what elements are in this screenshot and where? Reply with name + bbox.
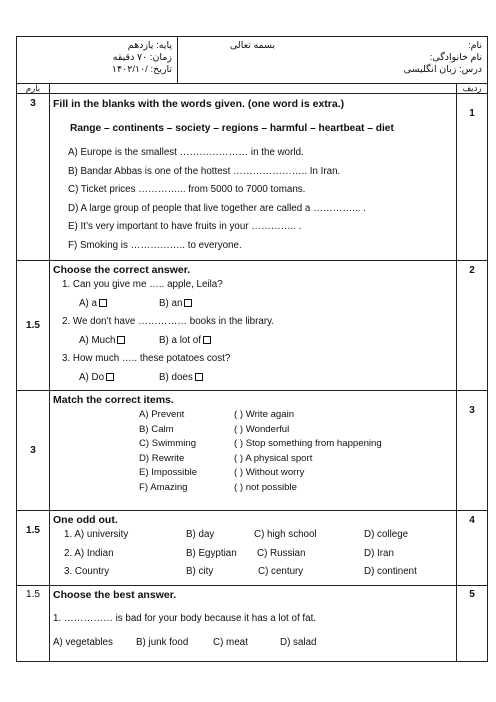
checkbox-icon[interactable] bbox=[184, 299, 192, 307]
option-a[interactable]: A) Much bbox=[79, 334, 116, 346]
blank-item: C) Ticket prices …………... from 5000 to 7000 tomans. bbox=[68, 184, 306, 195]
blank-item: B) Bandar Abbas is one of the hottest ………………….. In Iran. bbox=[68, 165, 341, 177]
family-label: نام خانوادگی: bbox=[429, 52, 483, 63]
time-label: زمان: ۷۰ دقیقه bbox=[112, 52, 172, 63]
odd-option[interactable]: C) high school bbox=[254, 529, 317, 540]
name-label: نام: bbox=[467, 40, 483, 51]
match-left-item: D) Rewrite bbox=[139, 452, 185, 464]
date-label: تاریخ: /۱۴۰۲/۱۰ bbox=[111, 64, 172, 75]
row-column-header: ردیف bbox=[457, 84, 488, 94]
match-left-item: B) Calm bbox=[139, 423, 174, 435]
blank-item: E) It’s very important to have fruits in your ………….. . bbox=[68, 221, 302, 232]
question-title: One odd out. bbox=[53, 514, 118, 526]
odd-option[interactable]: B) Egyptian bbox=[186, 547, 237, 559]
match-right-item[interactable]: ( ) A physical sport bbox=[234, 452, 313, 464]
question-score: 1.5 bbox=[17, 511, 50, 586]
mc-question: 2. We don’t have …………… books in the library. bbox=[62, 316, 274, 327]
odd-option[interactable]: B) day bbox=[186, 529, 215, 540]
checkbox-icon[interactable] bbox=[106, 373, 114, 381]
blank-item: A) Europe is the smallest ………………… in the world. bbox=[68, 147, 304, 158]
header-center-box bbox=[178, 37, 327, 83]
checkbox-icon[interactable] bbox=[195, 373, 203, 381]
mc-question: 1. Can you give me ….. apple, Leila? bbox=[62, 279, 223, 290]
match-list bbox=[50, 408, 456, 495]
odd-option[interactable]: D) college bbox=[364, 529, 409, 540]
match-left-item: A) Prevent bbox=[139, 409, 185, 420]
question-score: 3 bbox=[17, 391, 50, 511]
mc-question: 3. How much ….. these potatoes cost? bbox=[62, 353, 231, 364]
question-2 bbox=[17, 261, 488, 391]
option-b[interactable]: B) an bbox=[159, 297, 183, 309]
match-right-item[interactable]: ( ) Without worry bbox=[234, 467, 305, 478]
column-header-row bbox=[17, 84, 488, 94]
exam-sheet bbox=[16, 36, 487, 662]
mc-options bbox=[53, 631, 456, 655]
odd-option[interactable]: B) city bbox=[186, 566, 214, 577]
option-b[interactable]: B) does bbox=[159, 371, 193, 383]
option-a[interactable]: A) Do bbox=[79, 371, 105, 383]
question-number: 5 bbox=[457, 586, 488, 662]
question-1 bbox=[17, 94, 488, 261]
match-right-item[interactable]: ( ) Stop something from happening bbox=[234, 438, 382, 449]
odd-option[interactable]: C) century bbox=[258, 566, 304, 577]
question-number: 3 bbox=[457, 391, 488, 511]
checkbox-icon[interactable] bbox=[117, 336, 125, 344]
odd-option[interactable]: 2. A) Indian bbox=[64, 547, 114, 559]
question-number: 2 bbox=[457, 261, 488, 391]
option-b[interactable]: B) junk food bbox=[136, 637, 189, 648]
question-number: 4 bbox=[457, 511, 488, 586]
match-right-item[interactable]: ( ) Wonderful bbox=[234, 423, 290, 435]
odd-option[interactable]: D) Iran bbox=[364, 547, 394, 559]
mc-options bbox=[79, 332, 456, 351]
grade-label: پایه: یازدهم bbox=[127, 40, 172, 51]
match-left-item: E) Impossible bbox=[139, 467, 198, 478]
blank-item: D) A large group of people that live together are called a …………... . bbox=[68, 202, 366, 214]
option-b[interactable]: B) a lot of bbox=[159, 334, 201, 346]
blank-item: F) Smoking is …………….. to everyone. bbox=[68, 239, 242, 251]
header-row bbox=[17, 37, 488, 84]
odd-option[interactable]: 3. Country bbox=[64, 566, 110, 577]
question-title: Match the correct items. bbox=[53, 394, 174, 406]
option-d[interactable]: D) salad bbox=[280, 637, 317, 648]
course-label: درس: زبان انگلیسی bbox=[403, 64, 483, 75]
mc-question: 1. …………… is bad for your body because it has a lot of fat. bbox=[53, 613, 317, 624]
option-c[interactable]: C) meat bbox=[213, 637, 248, 648]
match-right-item[interactable]: ( ) not possible bbox=[234, 481, 297, 493]
question-score: 3 bbox=[17, 94, 50, 261]
odd-option[interactable]: 1. A) university bbox=[64, 529, 129, 540]
question-4 bbox=[17, 511, 488, 586]
match-left-item: F) Amazing bbox=[139, 481, 188, 493]
checkbox-icon[interactable] bbox=[99, 299, 107, 307]
checkbox-icon[interactable] bbox=[203, 336, 211, 344]
question-title: Fill in the blanks with the words given. (one word is extra.) bbox=[53, 98, 345, 110]
match-right-item[interactable]: ( ) Write again bbox=[234, 409, 295, 420]
question-score: 1.5 bbox=[17, 261, 50, 391]
question-title: Choose the correct answer. bbox=[53, 264, 191, 276]
match-left-item: C) Swimming bbox=[139, 438, 197, 449]
bismillah: بسمه تعالی bbox=[229, 40, 276, 51]
mc-options bbox=[79, 369, 456, 388]
option-a[interactable]: A) vegetables bbox=[53, 637, 113, 648]
question-3 bbox=[17, 391, 488, 511]
option-a[interactable]: A) a bbox=[79, 297, 97, 309]
odd-option[interactable]: C) Russian bbox=[257, 547, 306, 559]
question-number: 1 bbox=[457, 94, 488, 261]
exam-table bbox=[16, 36, 488, 662]
header-right-box bbox=[327, 37, 487, 83]
question-score: 1.5 bbox=[17, 586, 50, 662]
header-left-box bbox=[17, 37, 178, 83]
score-column-header: بارم bbox=[17, 84, 50, 94]
word-bank: Range – continents – society – regions – harmful – heartbeat – diet bbox=[70, 123, 394, 134]
mc-options bbox=[79, 295, 456, 314]
odd-option[interactable]: D) continent bbox=[364, 566, 417, 577]
odd-list bbox=[64, 526, 456, 582]
question-5 bbox=[17, 586, 488, 662]
question-title: Choose the best answer. bbox=[53, 589, 177, 601]
